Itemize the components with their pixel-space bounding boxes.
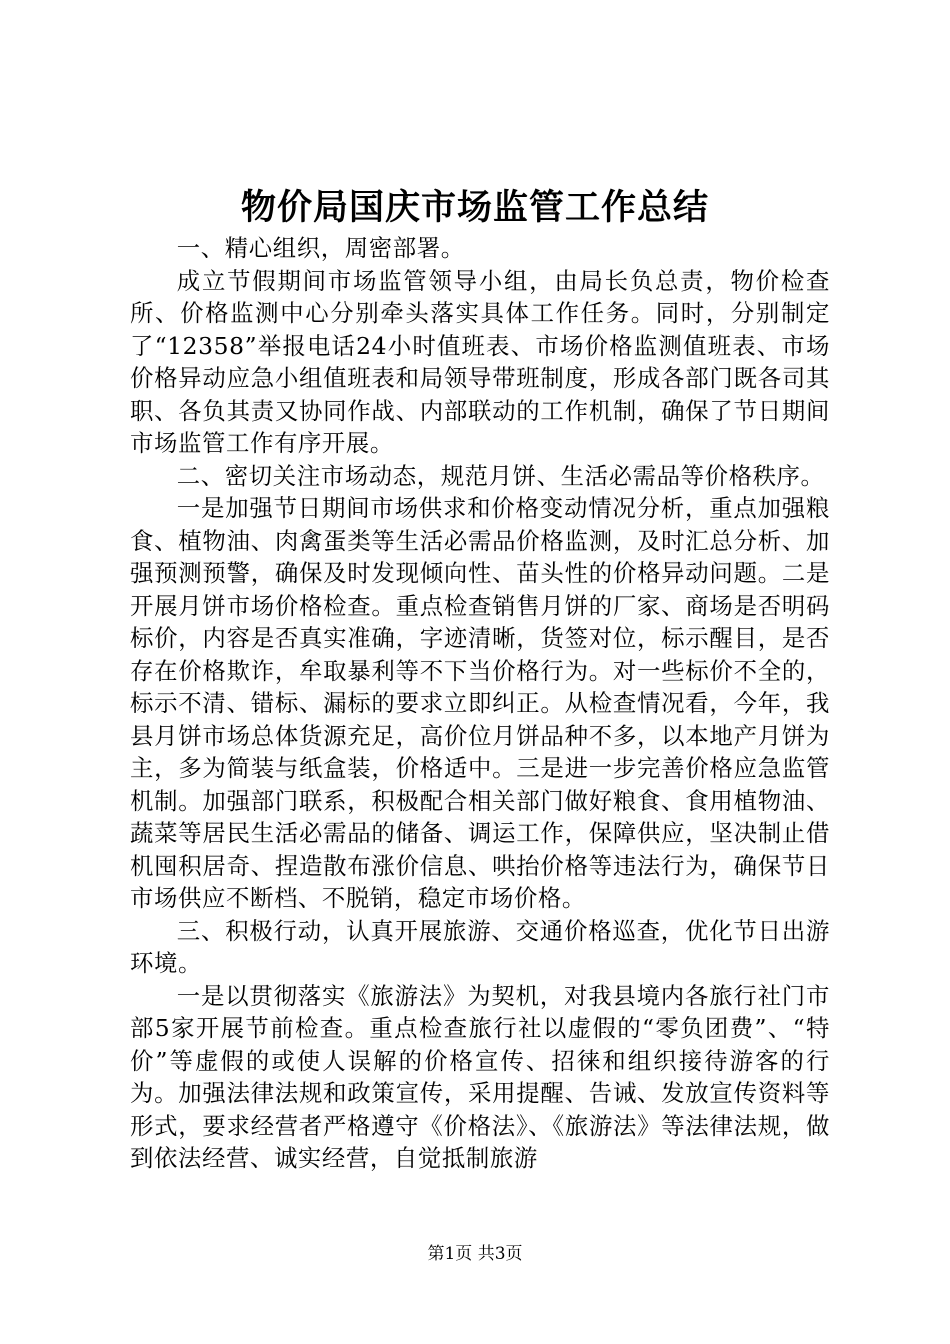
paragraph-3: 一是以贯彻落实《旅游法》为契机，对我县境内各旅行社门市部5家开展节前检查。重点检查旅行社以虚假的“零负团费”、“特价”等虚假的或使人误解的价格宣传、招徕和组织接待游客的行为。加强法律法规和政策宣传，采用提醒、告诫、发放宣传资料等形式，要求经营者严格遵守《价格法》、《旅游法》等法律法规，做到依法经营、诚实经营，自觉抵制旅游 xyxy=(130,981,830,1172)
page-footer: 第1页 共3页 xyxy=(427,1244,523,1264)
paragraph-2: 一是加强节日期间市场供求和价格变动情况分析，重点加强粮食、植物油、肉禽蛋类等生活必需品价格监测，及时汇总分析、加强预测预警，确保及时发现倾向性、苗头性的价格异动问题。二是开展月饼市场价格检查。重点检查销售月饼的厂家、商场是否明码标价，内容是否真实准确，字迹清晰，货签对位，标示醒目，是否存在价格欺诈，牟取暴利等不下当价格行为。对一些标价不全的，标示不清、错标、漏标的要求立即纠正。从检查情况看，今年，我县月饼市场总体货源充足，高价位月饼品种不多，以本地产月饼为主，多为简装与纸盒装，价格适中。三是进一步完善价格应急监管机制。加强部门联系，积极配合相关部门做好粮食、食用植物油、蔬菜等居民生活必需品的储备、调运工作，保障供应，坚决制止借机囤积居奇、捏造散布涨价信息、哄抬价格等违法行为，确保节日市场供应不断档、不脱销，稳定市场价格。 xyxy=(130,494,830,912)
paragraph-heading-1: 一、精心组织，周密部署。 xyxy=(176,234,465,262)
paragraph-heading-3: 三、积极行动，认真开展旅游、交通价格巡查，优化节日出游环境。 xyxy=(130,916,830,977)
paragraph-heading-2: 二、密切关注市场动态，规范月饼、生活必需品等价格秩序。 xyxy=(176,461,825,490)
paragraph-1: 成立节假期间市场监管领导小组，由局长负总责，物价检查所、价格监测中心分别牵头落实具体工作任务。同时，分别制定了“12358”举报电话24小时值班表、市场价格监测值班表、市场价格异动应急小组值班表和局领导带班制度，形成各部门既各司其职、各负其责又协同作战、内部联动的工作机制，确保了节日期间市场监管工作有序开展。 xyxy=(130,266,830,457)
document-title: 物价局国庆市场监管工作总结 xyxy=(240,187,709,228)
document-body xyxy=(130,232,830,1175)
